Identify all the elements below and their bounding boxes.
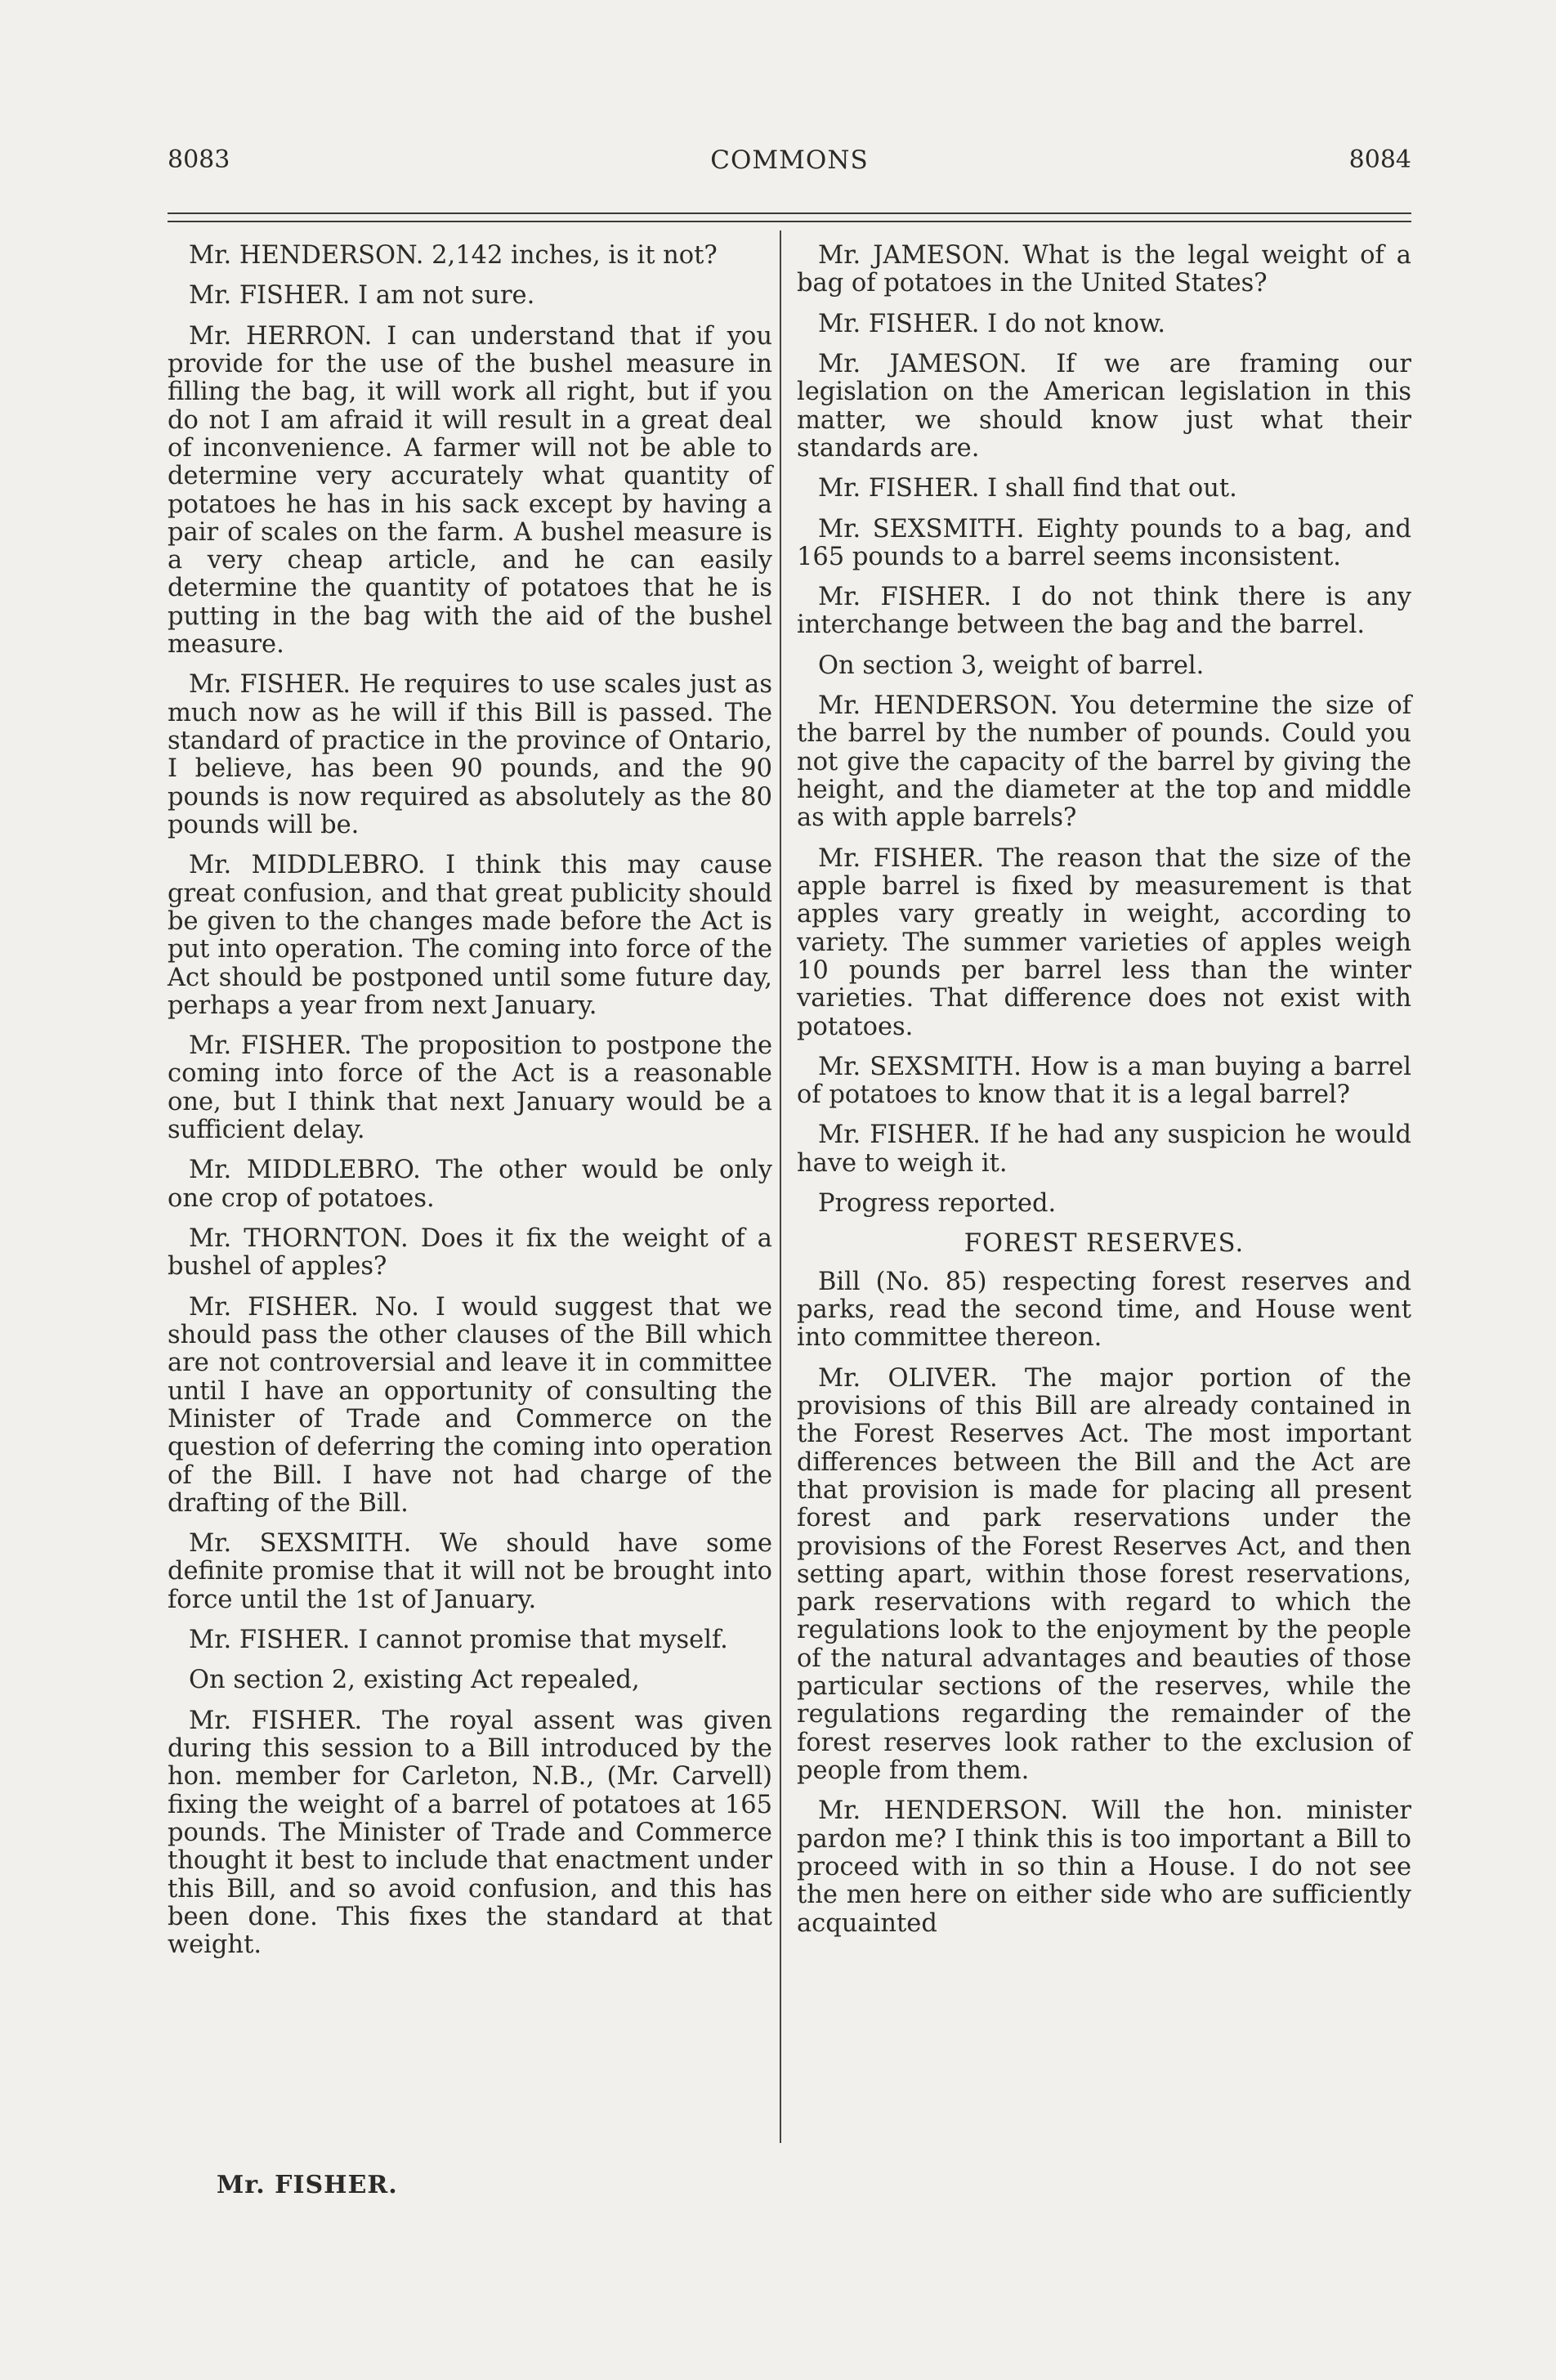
paragraph: Mr. JAMESON. If we are framing our legislation on the American legislation in this matter, we should know just what their standards are. <box>797 349 1411 463</box>
paragraph: Mr. FISHER. I cannot promise that myself. <box>189 1626 728 1655</box>
section-heading: FOREST RESERVES. <box>964 1229 1245 1259</box>
paragraph: Bill (No. 85) respecting forest reserves and parks, read the second time, and House went into committee thereon. <box>797 1267 1411 1353</box>
paragraph: Mr. FISHER. I am not sure. <box>189 281 535 311</box>
paragraph: Mr. FISHER. No. I would suggest that we should pass the other clauses of the Bill which are not controversial and leave it in committee until I have an opportunity of consulting the Minister of Trade and Commerce on the question of deferring the coming into operation of the Bill. I have not had charge of the drafting of the Bill. <box>168 1292 772 1518</box>
paragraph: Mr. HENDERSON. You determine the size of the barrel by the number of pounds. Could you not give the capacity of the barrel by giving the height, and the diameter at the top and middle as with apple barrels? <box>797 691 1411 833</box>
paragraph: Mr. OLIVER. The major portion of the provisions of this Bill are already contained in the Forest Reserves Act. The most important differences between the Bill and the Act are that provision is made for placing all present forest and park reservations under the provisions of the Forest Reserves Act, and then setting apart, within those forest reservations, park reservations with regard to which the regulations look to the enjoyment by the people of the natural advantages and beauties of those particular sections of the reserves, while the regulations regarding the remainder of the forest reserves look rather to the exclusion of people from them. <box>797 1363 1411 1785</box>
page-footer-speaker: Mr. FISHER. <box>217 2171 398 2199</box>
paragraph: Mr. FISHER. The reason that the size of the apple barrel is fixed by measurement is that apples vary greatly in weight, according to variety. The summer varieties of apples weigh 10 pounds per barrel less than the winter varieties. That difference does not exist with potatoes. <box>797 843 1411 1041</box>
paragraph: Mr. FISHER. I shall find that out. <box>818 474 1237 503</box>
paragraph: Mr. FISHER. The royal assent was given during this session to a Bill introduced by the hon. member for Carleton, N.B., (Mr. Carvell) fixing the weight of a barrel of potatoes at 165 pounds. The Minister of Trade and Commerce thought it best to include that enactment under this Bill, and so avoid confusion, and this has been done. This fixes the standard at that weight. <box>168 1706 772 1960</box>
paragraph: On section 2, existing Act repealed, <box>189 1666 640 1695</box>
header-rule-bottom <box>168 221 1411 222</box>
paragraph: Mr. FISHER. The proposition to postpone the coming into force of the Act is a reasonable one, but I think that next January would be a sufficient delay. <box>168 1031 772 1145</box>
paragraph: Mr. SEXSMITH. We should have some definite promise that it will not be brought into force until the 1st of January. <box>168 1529 772 1614</box>
paragraph: Mr. JAMESON. What is the legal weight of a bag of potatoes in the United States? <box>797 241 1411 298</box>
paragraph: Mr. THORNTON. Does it fix the weight of a bushel of apples? <box>168 1224 772 1282</box>
paragraph: Mr. FISHER. I do not know. <box>818 309 1166 338</box>
paragraph: Mr. SEXSMITH. How is a man buying a barrel of potatoes to know that it is a legal barrel? <box>797 1052 1411 1110</box>
column-divider <box>780 230 781 2143</box>
page-title: COMMONS <box>710 145 869 175</box>
page-header <box>168 145 1411 186</box>
paragraph: Mr. HENDERSON. Will the hon. minister pardon me? I think this is too important a Bill to proceed with in so thin a House. I do not see the men here on either side who are sufficiently acquainted <box>797 1796 1411 1938</box>
paragraph: Mr. HERRON. I can understand that if you provide for the use of the bushel measure in filling the bag, it will work all right, but if you do not I am afraid it will result in a great deal of inconvenience. A farmer will not be able to determine very accurately what quantity of potatoes he has in his sack except by having a pair of scales on the farm. A bushel measure is a very cheap article, and he can easily determine the quantity of potatoes that he is putting in the bag with the aid of the bushel measure. <box>168 321 772 660</box>
paragraph: Mr. SEXSMITH. Eighty pounds to a bag, and 165 pounds to a barrel seems inconsistent. <box>797 514 1411 571</box>
page-number-left: 8083 <box>168 145 230 174</box>
paragraph: Mr. MIDDLEBRO. I think this may cause great confusion, and that great publicity should be given to the changes made before the Act is put into operation. The coming into force of the Act should be postponed until some future day, perhaps a year from next January. <box>168 851 772 1020</box>
paragraph: Progress reported. <box>818 1189 1057 1219</box>
paragraph: Mr. HENDERSON. 2,142 inches, is it not? <box>189 241 718 270</box>
page-number-right: 8084 <box>1348 145 1411 174</box>
paragraph: On section 3, weight of barrel. <box>818 651 1205 680</box>
paragraph: Mr. FISHER. He requires to use scales just as much now as he will if this Bill is passed. The standard of practice in the province of Ontario, I believe, has been 90 pounds, and the 90 pounds is now required as absolutely as the 80 pounds will be. <box>168 670 772 839</box>
right-column <box>797 242 1411 1950</box>
header-rule-top <box>168 212 1411 214</box>
paragraph: Mr. MIDDLEBRO. The other would be only one crop of potatoes. <box>168 1156 772 1213</box>
left-column <box>168 242 772 1972</box>
paragraph: Mr. FISHER. If he had any suspicion he would have to weigh it. <box>797 1121 1411 1178</box>
paragraph: Mr. FISHER. I do not think there is any interchange between the bag and the barrel. <box>797 583 1411 640</box>
